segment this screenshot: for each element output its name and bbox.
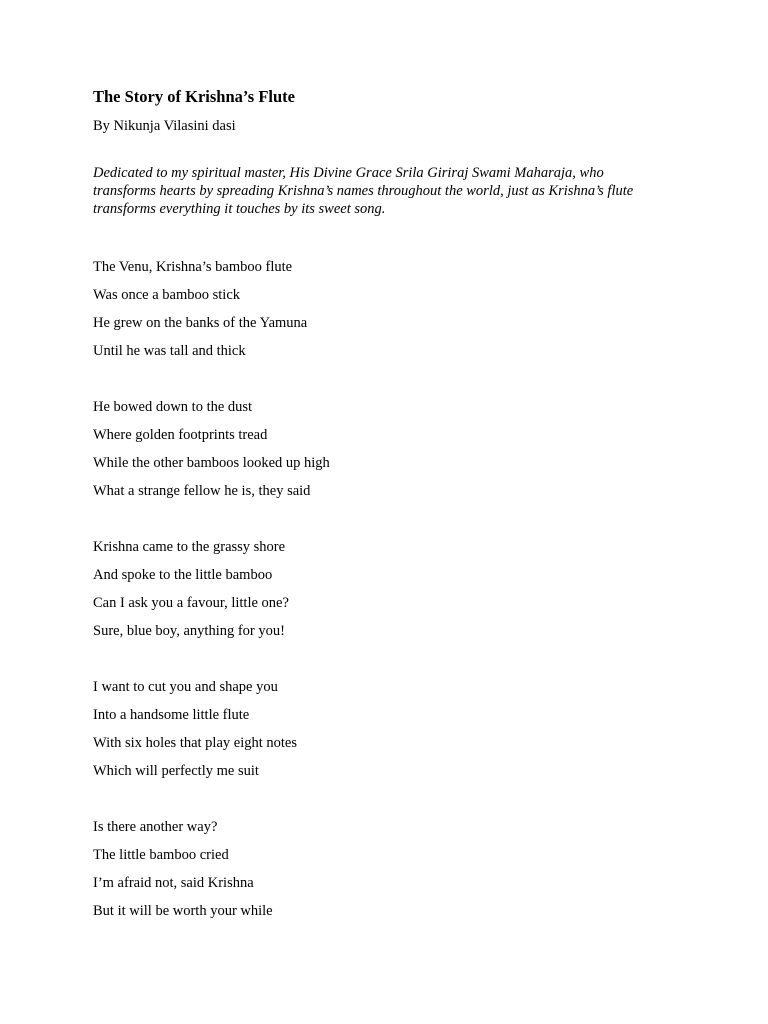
poem-line: Which will perfectly me suit [93,763,259,779]
poem-line: Where golden footprints tread [93,427,268,443]
stanza-2 [93,393,693,505]
poem-line: Was once a bamboo stick [93,287,241,303]
poem-line: Until he was tall and thick [93,343,246,359]
stanza-1 [93,253,693,365]
stanza-3 [93,533,693,645]
poem-line: Into a handsome little flute [93,707,250,723]
poem-line: The little bamboo cried [93,847,229,863]
poem-line: The Venu, Krishna’s bamboo flute [93,259,293,275]
poem-line: What a strange fellow he is, they said [93,483,311,499]
stanza-5 [93,813,693,925]
poem-line: Is there another way? [93,819,218,835]
poem-line: I want to cut you and shape you [93,679,278,695]
poem-line: But it will be worth your while [93,903,273,919]
poem-line: He grew on the banks of the Yamuna [93,315,308,331]
poem-line: With six holes that play eight notes [93,735,297,751]
poem-line: Sure, blue boy, anything for you! [93,623,285,639]
poem-line: Krishna came to the grassy shore [93,539,286,555]
dedication-paragraph: Dedicated to my spiritual master, His Divine Grace Srila Giriraj Swami Maharaja, who transforms hearts by spreading Krishna’s names throughout the world, just as Krishna’s flute transforms everything it touches by its sweet song. [93,165,634,217]
document-title: The Story of Krishna’s Flute [93,87,295,106]
poem-line: While the other bamboos looked up high [93,455,330,471]
poem-line: Can I ask you a favour, little one? [93,595,289,611]
document-content [93,86,693,953]
stanza-4 [93,673,693,785]
poem-line: I’m afraid not, said Krishna [93,875,254,891]
poem-line: And spoke to the little bamboo [93,567,273,583]
poem [93,253,693,925]
author-byline: By Nikunja Vilasini dasi [93,118,236,134]
poem-line: He bowed down to the dust [93,399,253,415]
